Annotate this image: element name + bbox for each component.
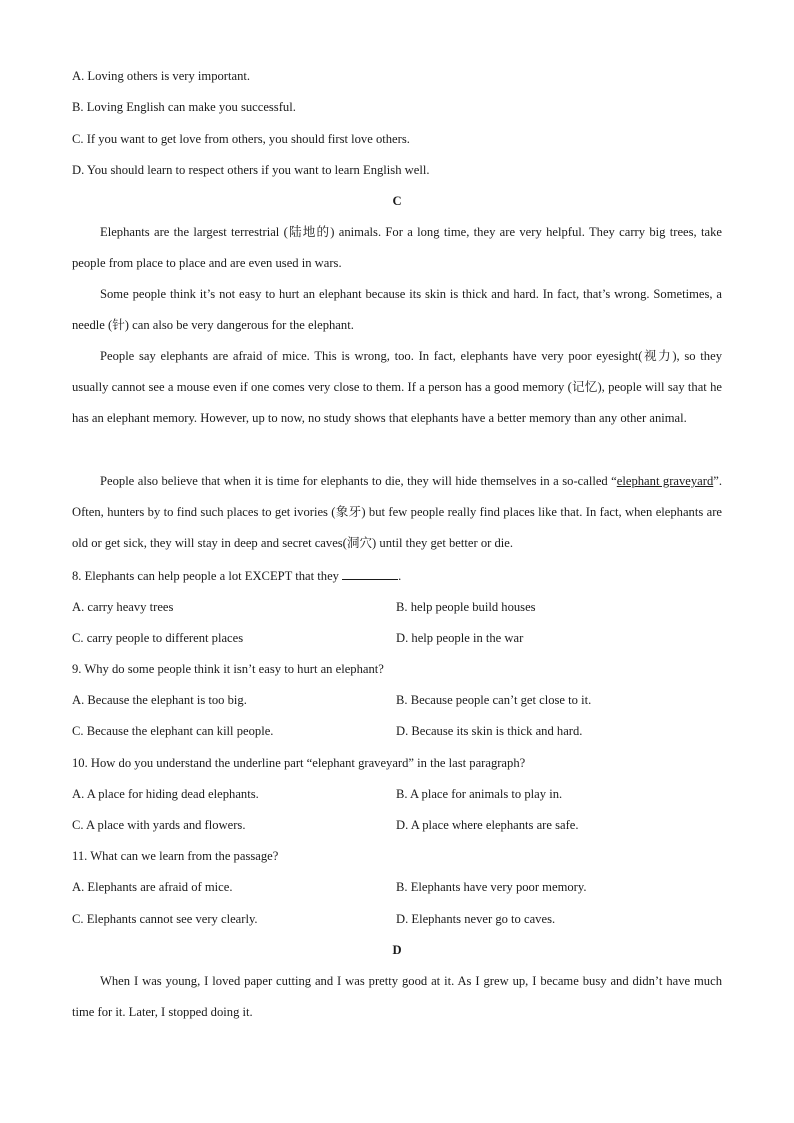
question-11-option-d: D. Elephants never go to caves. xyxy=(396,912,556,926)
prev-option-a: A. Loving others is very important. xyxy=(72,69,251,83)
question-8-stem xyxy=(72,568,722,584)
paragraph-4-text-start: People also believe that when it is time for elephants to die, they will hide themselves in a so-called “ xyxy=(100,474,617,488)
section-c-paragraph-2: Some people think it’s not easy to hurt an elephant because its skin is thick and hard. In fact, that’s wrong. Sometimes, a needle (针) can also be very dangerous for the elephant. xyxy=(72,287,722,332)
section-c-paragraph-4 xyxy=(72,466,722,559)
paragraph-4-text-end: ”. Often, hunters by to find such places to get ivories (象牙) but few people really find places like that. In fact, when elephants are old or get sick, they will stay in deep and secret caves(洞穴) until they get better or die. xyxy=(72,474,723,550)
question-9-option-b: B. Because people can’t get close to it. xyxy=(396,693,592,707)
question-8-text: 8. Elephants can help people a lot EXCEPT that they xyxy=(72,569,339,583)
question-9-option-c: C. Because the elephant can kill people. xyxy=(72,724,274,738)
elephant-graveyard-underline: elephant graveyard xyxy=(616,474,714,488)
prev-option-d: D. You should learn to respect others if you want to learn English well. xyxy=(72,163,430,177)
answer-blank xyxy=(342,568,398,580)
question-10-option-a: A. A place for hiding dead elephants. xyxy=(72,787,259,801)
question-8-option-c: C. carry people to different places xyxy=(72,631,244,645)
question-11-option-c: C. Elephants cannot see very clearly. xyxy=(72,912,258,926)
prev-option-c: C. If you want to get love from others, you should first love others. xyxy=(72,132,410,146)
prev-option-b: B. Loving English can make you successful. xyxy=(72,100,296,114)
question-10-option-d: D. A place where elephants are safe. xyxy=(396,818,579,832)
section-c-paragraph-1: Elephants are the largest terrestrial (陆地的) animals. For a long time, they are very helpful. They carry big trees, take people from place to place and are even used in wars. xyxy=(72,225,722,270)
question-11-option-a: A. Elephants are afraid of mice. xyxy=(72,880,233,894)
question-8-period: . xyxy=(398,569,402,583)
question-11-stem: 11. What can we learn from the passage? xyxy=(72,849,279,863)
section-d-paragraph-1: When I was young, I loved paper cutting and I was pretty good at it. As I grew up, I became busy and didn’t have much time for it. Later, I stopped doing it. xyxy=(72,974,722,1019)
question-10-stem: 10. How do you understand the underline part “elephant graveyard” in the last paragraph? xyxy=(72,756,526,770)
section-c-heading: C xyxy=(392,194,402,208)
question-9-option-d: D. Because its skin is thick and hard. xyxy=(396,724,583,738)
question-9-stem: 9. Why do some people think it isn’t easy to hurt an elephant? xyxy=(72,662,384,676)
question-9-option-a: A. Because the elephant is too big. xyxy=(72,693,247,707)
question-10-option-c: C. A place with yards and flowers. xyxy=(72,818,246,832)
question-11-option-b: B. Elephants have very poor memory. xyxy=(396,880,587,894)
question-8-option-d: D. help people in the war xyxy=(396,631,524,645)
section-c-paragraph-3: People say elephants are afraid of mice. This is wrong, too. In fact, elephants have very poor eyesight(视力), so they usually cannot see a mouse even if one comes very close to them. If a person has a good memory (记忆), people will say that he has an elephant memory. However, up to now, no study shows that elephants have a better memory than any other animal. xyxy=(72,349,722,425)
question-10-option-b: B. A place for animals to play in. xyxy=(396,787,563,801)
section-d-heading: D xyxy=(392,943,402,957)
question-8-option-a: A. carry heavy trees xyxy=(72,600,174,614)
question-8-option-b: B. help people build houses xyxy=(396,600,536,614)
